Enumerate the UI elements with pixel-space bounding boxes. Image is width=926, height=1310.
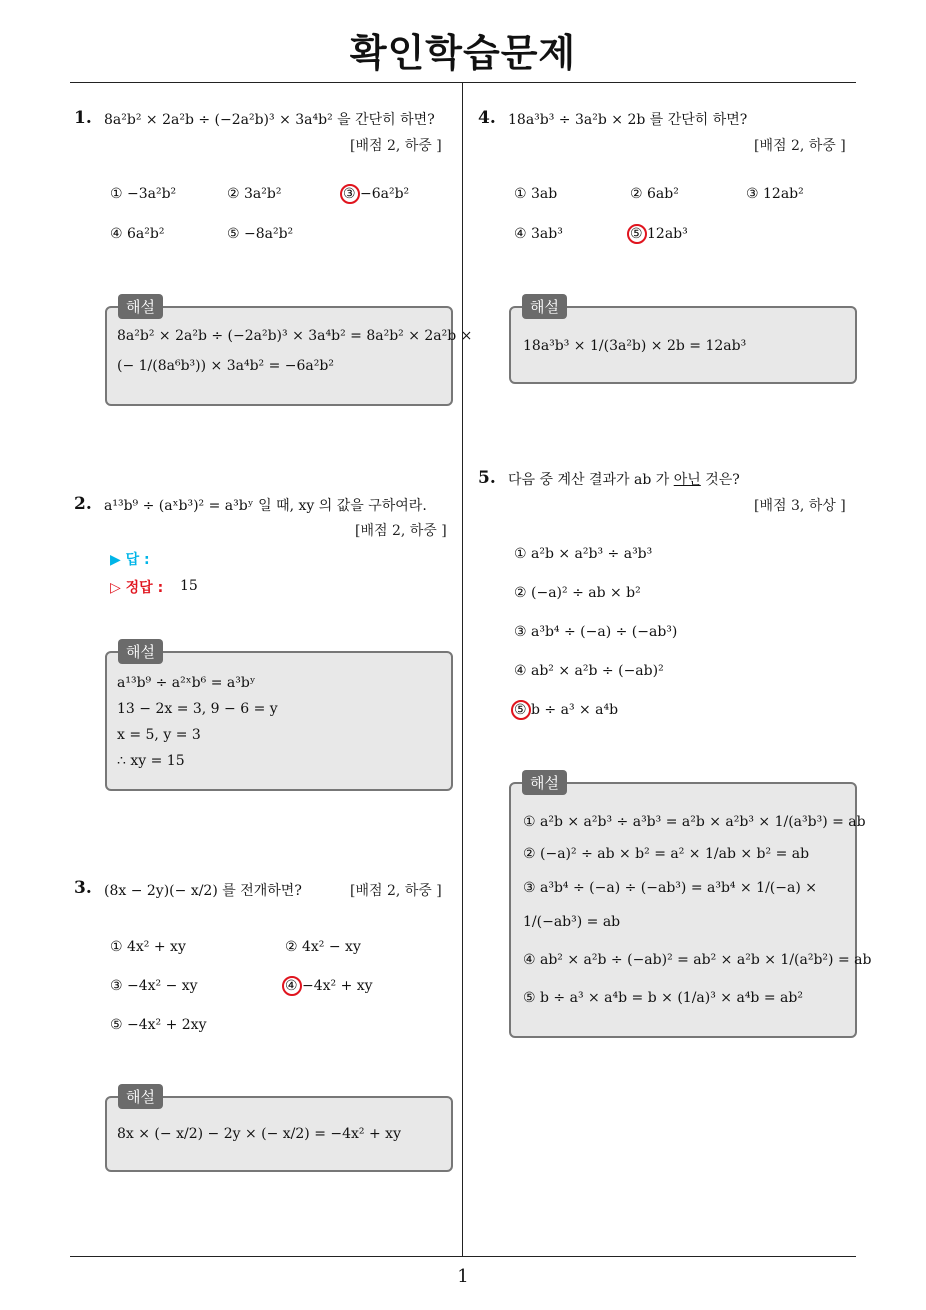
question-3-option-3[interactable]: ③ −4x² − xy <box>110 978 198 994</box>
answer-label: ▶ 답 : <box>110 552 150 568</box>
question-2-explanation-box <box>105 651 453 791</box>
question-1-option-2[interactable]: ② 3a²b² <box>227 186 282 202</box>
footer-divider <box>70 1256 856 1257</box>
page-number: 1 <box>457 1266 469 1287</box>
question-1-number: 1. <box>74 108 92 128</box>
answer-mark-icon <box>511 700 531 720</box>
question-4-option-3[interactable]: ③ 12ab² <box>746 186 804 202</box>
question-1-option-5[interactable]: ⑤ −8a²b² <box>227 226 294 242</box>
explanation-line: ① a²b × a²b³ ÷ a³b³ = a²b × a²b³ × 1/(a³b³) = ab <box>523 814 866 830</box>
correct-answer-value: 15 <box>180 578 198 594</box>
question-2-text: a¹³b⁹ ÷ (aˣb³)² = a³bʸ 일 때, xy 의 값을 구하여라. <box>104 498 427 514</box>
question-3-option-2[interactable]: ② 4x² − xy <box>285 939 361 955</box>
explanation-line: (− 1/(8a⁶b³)) × 3a⁴b² = −6a²b² <box>117 358 334 374</box>
question-1-option-1[interactable]: ① −3a²b² <box>110 186 177 202</box>
question-1-meta: [배점 2, 하중 ] <box>350 138 442 154</box>
question-1-option-4[interactable]: ④ 6a²b² <box>110 226 165 242</box>
question-2-number: 2. <box>74 494 92 514</box>
question-5-text-after: 것은? <box>700 472 740 488</box>
question-3-number: 3. <box>74 878 92 898</box>
explanation-label: 해설 <box>118 639 163 664</box>
correct-answer-label: ▷ 정답 : <box>110 580 164 596</box>
question-4-option-2[interactable]: ② 6ab² <box>630 186 679 202</box>
question-4-number: 4. <box>478 108 496 128</box>
question-3-option-1[interactable]: ① 4x² + xy <box>110 939 186 955</box>
question-5-option-4[interactable]: ④ ab² × a²b ÷ (−ab)² <box>514 663 664 679</box>
question-5-option-1[interactable]: ① a²b × a²b³ ÷ a³b³ <box>514 546 653 562</box>
explanation-label: 해설 <box>118 294 163 319</box>
question-5-text-before: 다음 중 계산 결과가 ab 가 <box>508 472 674 488</box>
question-3-option-4[interactable]: ④ −4x² + xy <box>285 978 373 994</box>
question-4-option-4[interactable]: ④ 3ab³ <box>514 226 563 242</box>
explanation-line: 13 − 2x = 3, 9 − 6 = y <box>117 701 278 717</box>
question-1-option-3[interactable]: ③ −6a²b² <box>343 186 410 202</box>
explanation-line: ③ a³b⁴ ÷ (−a) ÷ (−ab³) = a³b⁴ × 1/(−a) × <box>523 880 817 896</box>
explanation-line: 18a³b³ × 1/(3a²b) × 2b = 12ab³ <box>523 338 747 354</box>
explanation-line: a¹³b⁹ ÷ a²ˣb⁶ = a³bʸ <box>117 675 256 691</box>
question-3-text: (8x − 2y)(− x/2) 를 전개하면? <box>104 883 302 899</box>
question-1-explanation-box <box>105 306 473 406</box>
answer-mark-icon <box>282 976 302 996</box>
question-4-option-5[interactable]: ⑤ 12ab³ <box>630 226 688 242</box>
column-divider <box>462 83 463 1256</box>
explanation-line: ④ ab² × a²b ÷ (−ab)² = ab² × a²b × 1/(a²b²) = ab <box>523 952 872 968</box>
page-title: 확인학습문제 <box>349 31 577 75</box>
explanation-line: 8x × (− x/2) − 2y × (− x/2) = −4x² + xy <box>117 1126 401 1142</box>
explanation-line: ∴ xy = 15 <box>117 753 185 769</box>
explanation-label: 해설 <box>522 294 567 319</box>
question-3-option-5[interactable]: ⑤ −4x² + 2xy <box>110 1017 207 1033</box>
question-4-option-1[interactable]: ① 3ab <box>514 186 558 202</box>
explanation-line: ② (−a)² ÷ ab × b² = a² × 1/ab × b² = ab <box>523 846 810 862</box>
answer-mark-icon <box>340 184 360 204</box>
question-5-option-2[interactable]: ② (−a)² ÷ ab × b² <box>514 585 641 601</box>
explanation-line: 8a²b² × 2a²b ÷ (−2a²b)³ × 3a⁴b² = 8a²b² × 2a²b × <box>117 328 473 344</box>
explanation-line: x = 5, y = 3 <box>117 727 201 743</box>
question-5-number: 5. <box>478 468 496 488</box>
question-5-explanation-box <box>509 782 872 1038</box>
question-5-option-5[interactable]: ⑤ b ÷ a³ × a⁴b <box>514 702 619 718</box>
explanation-line: ⑤ b ÷ a³ × a⁴b = b × (1/a)³ × a⁴b = ab² <box>523 990 803 1006</box>
question-4-text: 18a³b³ ÷ 3a²b × 2b 를 간단히 하면? <box>508 112 748 128</box>
question-3-meta: [배점 2, 하중 ] <box>350 883 442 899</box>
answer-mark-icon <box>627 224 647 244</box>
question-5-text <box>508 469 740 489</box>
question-1-text: 8a²b² × 2a²b ÷ (−2a²b)³ × 3a⁴b² 을 간단히 하면? <box>104 112 435 128</box>
question-5-option-3[interactable]: ③ a³b⁴ ÷ (−a) ÷ (−ab³) <box>514 624 678 640</box>
question-4-meta: [배점 2, 하중 ] <box>754 138 846 154</box>
explanation-label: 해설 <box>522 770 567 795</box>
explanation-line: 1/(−ab³) = ab <box>523 914 621 930</box>
explanation-label: 해설 <box>118 1084 163 1109</box>
question-2-meta: [배점 2, 하중 ] <box>355 523 447 539</box>
header-divider <box>70 82 856 83</box>
question-5-meta: [배점 3, 하상 ] <box>754 498 846 514</box>
question-5-text-underlined: 아닌 <box>673 472 701 488</box>
